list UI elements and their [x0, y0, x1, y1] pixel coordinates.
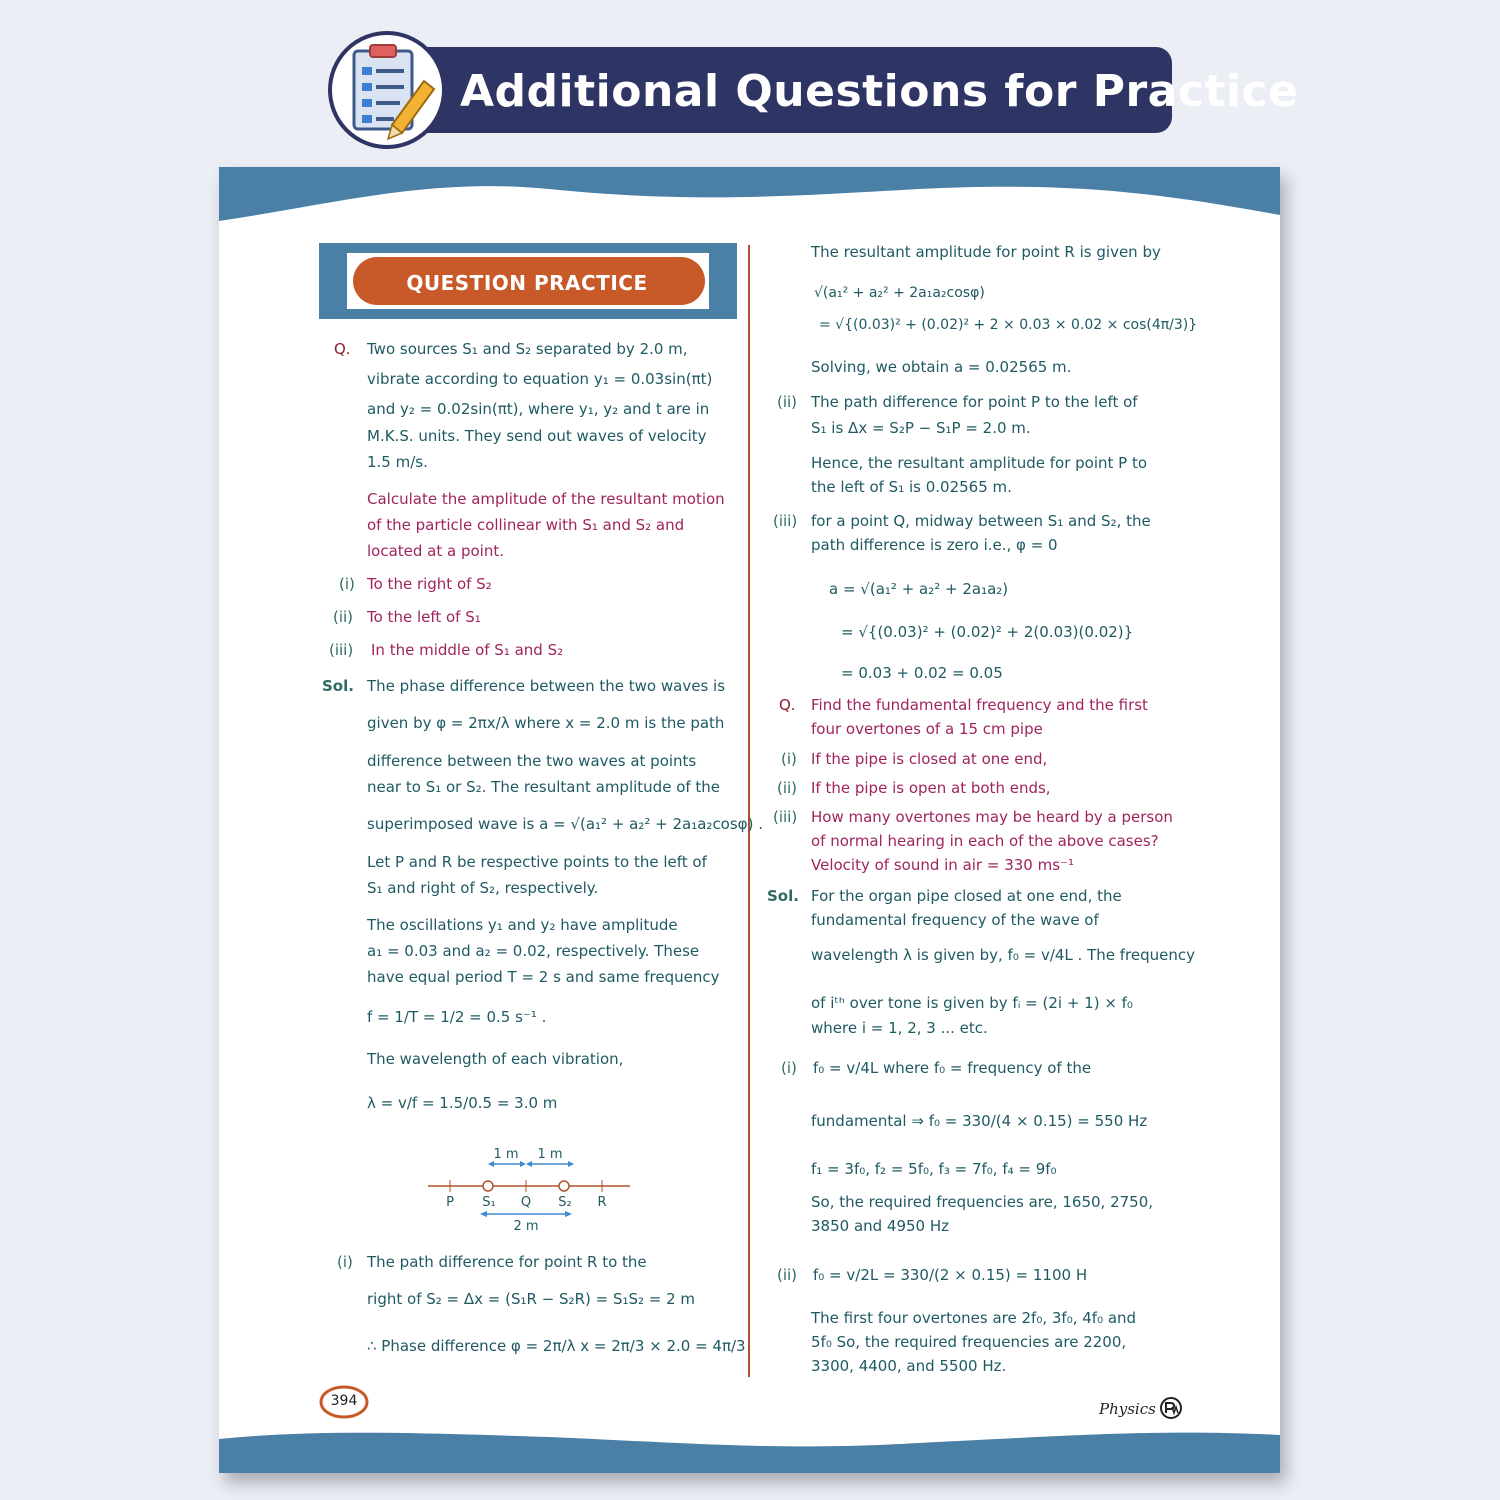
solution-line: 5f₀ So, the required frequencies are 2200, [811, 1333, 1127, 1351]
amplitude-formula: = √{(0.03)² + (0.02)² + 2 × 0.03 × 0.02 × cos(4π/3)} [819, 317, 1198, 333]
option-text: To the left of S₁ [367, 608, 481, 626]
question-line: four overtones of a 15 cm pipe [811, 720, 1043, 738]
question-line: 1.5 m/s. [367, 453, 428, 471]
question-line: M.K.S. units. They send out waves of velocity [367, 427, 707, 445]
option-number: (ii) [333, 608, 354, 626]
book-page [219, 167, 1280, 1473]
subject-label: Physics [1099, 1400, 1156, 1418]
solution-line: given by φ = 2πx/λ where x = 2.0 m is the path [367, 714, 725, 732]
question-instruction: Calculate the amplitude of the resultant motion [367, 490, 725, 508]
solution-line: 3300, 4400, and 5500 Hz. [811, 1357, 1007, 1375]
pw-logo-icon [1160, 1397, 1182, 1419]
amplitude-result: = 0.03 + 0.02 = 0.05 [841, 664, 1003, 682]
part-number: (ii) [777, 393, 798, 411]
solution-line: for a point Q, midway between S₁ and S₂, the [811, 512, 1151, 530]
bottom-wave [219, 1425, 1280, 1473]
question-instruction: of the particle collinear with S₁ and S₂ and [367, 516, 685, 534]
part-number: (i) [337, 1253, 353, 1271]
wavelength-formula: λ = v/f = 1.5/0.5 = 3.0 m [367, 1094, 558, 1112]
solution-line: the left of S₁ is 0.02565 m. [811, 478, 1012, 496]
frequency-formula: f₀ = v/4L where f₀ = frequency of the [813, 1059, 1092, 1077]
solution-line: Let P and R be respective points to the left of [367, 853, 707, 871]
section-header-label: QUESTION PRACTICE [406, 271, 648, 295]
frequency-formula: f₀ = v/2L = 330/(2 × 0.15) = 1100 H [813, 1266, 1088, 1284]
overtone-formula: f₁ = 3f₀, f₂ = 5f₀, f₃ = 7f₀, f₄ = 9f₀ [811, 1160, 1057, 1178]
solution-marker: Sol. [322, 677, 354, 695]
option-text: If the pipe is open at both ends, [811, 779, 1051, 797]
page-number: 394 [330, 1393, 358, 1409]
solution-line: where i = 1, 2, 3 ... etc. [811, 1019, 988, 1037]
solution-line: path difference is zero i.e., φ = 0 [811, 536, 1058, 554]
question-instruction: located at a point. [367, 542, 505, 560]
point-label-r: R [597, 1195, 607, 1210]
solution-line: S₁ is Δx = S₂P − S₁P = 2.0 m. [811, 419, 1031, 437]
point-label-s2: S₂ [558, 1195, 572, 1210]
solution-line: have equal period T = 2 s and same frequency [367, 968, 720, 986]
solution-line: The oscillations y₁ and y₂ have amplitude [367, 916, 678, 934]
solution-line: The resultant amplitude for point R is given by [811, 243, 1161, 261]
solution-line: The first four overtones are 2f₀, 3f₀, 4f₀ and [811, 1309, 1137, 1327]
option-text: In the middle of S₁ and S₂ [371, 641, 564, 659]
part-number: (i) [781, 1059, 797, 1077]
solution-line: wavelength λ is given by, f₀ = v/4L . The frequency [811, 946, 1195, 964]
part-number: (ii) [777, 1266, 798, 1284]
solution-line: near to S₁ or S₂. The resultant amplitude of the [367, 778, 721, 796]
diagram-label: 1 m [493, 1147, 519, 1162]
option-text: To the right of S₂ [367, 575, 492, 593]
option-text: If the pipe is closed at one end, [811, 750, 1048, 768]
solution-line: For the organ pipe closed at one end, the [811, 887, 1122, 905]
page-title: Additional Questions for Practice [460, 66, 1299, 117]
solution-line: The wavelength of each vibration, [367, 1050, 624, 1068]
clipboard-pencil-icon [328, 31, 446, 149]
frequency-formula: f = 1/T = 1/2 = 0.5 s⁻¹ . [367, 1008, 547, 1026]
solution-line: Solving, we obtain a = 0.02565 m. [811, 358, 1072, 376]
top-wave [219, 167, 1280, 227]
option-number: (iii) [773, 808, 798, 826]
option-number: (i) [781, 750, 797, 768]
solution-line: of iᵗʰ over tone is given by fᵢ = (2i + 1) × f₀ [811, 994, 1133, 1012]
solution-line: fundamental frequency of the wave of [811, 911, 1099, 929]
point-label-p: P [446, 1195, 454, 1210]
question-line: vibrate according to equation y₁ = 0.03sin(πt) [367, 370, 713, 388]
solution-line: The path difference for point R to the [367, 1253, 647, 1271]
diagram-label: 2 m [513, 1219, 539, 1232]
point-label-s1: S₁ [482, 1195, 496, 1210]
option-number: (iii) [329, 641, 354, 659]
option-text: Velocity of sound in air = 330 ms⁻¹ [811, 856, 1074, 874]
option-text: of normal hearing in each of the above cases? [811, 832, 1159, 850]
amplitude-formula: √(a₁² + a₂² + 2a₁a₂cosφ) [814, 285, 985, 301]
question-line: and y₂ = 0.02sin(πt), where y₁, y₂ and t are in [367, 400, 710, 418]
amplitude-formula: = √{(0.03)² + (0.02)² + 2(0.03)(0.02)} [841, 623, 1134, 641]
column-divider [748, 245, 750, 1377]
solution-line: The path difference for point P to the left of [811, 393, 1138, 411]
solution-line: S₁ and right of S₂, respectively. [367, 879, 599, 897]
solution-line: a₁ = 0.03 and a₂ = 0.02, respectively. These [367, 942, 700, 960]
solution-line: 3850 and 4950 Hz [811, 1217, 950, 1235]
diagram-label: 1 m [537, 1147, 563, 1162]
option-number: (i) [339, 575, 355, 593]
solution-line: superimposed wave is a = √(a₁² + a₂² + 2a₁a₂cosφ) . [367, 815, 763, 833]
solution-line: So, the required frequencies are, 1650, 2750, [811, 1193, 1154, 1211]
solution-line: The phase difference between the two waves is [367, 677, 726, 695]
path-difference-formula: right of S₂ = Δx = (S₁R − S₂R) = S₁S₂ = 2 m [367, 1290, 696, 1308]
solution-line: Hence, the resultant amplitude for point P to [811, 454, 1148, 472]
phase-difference-formula: ∴ Phase difference φ = 2π/λ x = 2π/3 × 2.0 = 4π/3 [367, 1337, 746, 1355]
part-number: (iii) [773, 512, 798, 530]
point-label-q: Q [520, 1195, 532, 1210]
sources-diagram [424, 1142, 644, 1232]
solution-marker: Sol. [767, 887, 799, 905]
question-line: Find the fundamental frequency and the first [811, 696, 1148, 714]
solution-line: difference between the two waves at points [367, 752, 697, 770]
option-number: (ii) [777, 779, 798, 797]
question-marker: Q. [334, 340, 351, 358]
question-line: Two sources S₁ and S₂ separated by 2.0 m, [367, 340, 688, 358]
frequency-formula: fundamental ⇒ f₀ = 330/(4 × 0.15) = 550 Hz [811, 1112, 1148, 1130]
amplitude-formula: a = √(a₁² + a₂² + 2a₁a₂) [829, 580, 1009, 598]
option-text: How many overtones may be heard by a person [811, 808, 1173, 826]
question-marker: Q. [779, 696, 796, 714]
